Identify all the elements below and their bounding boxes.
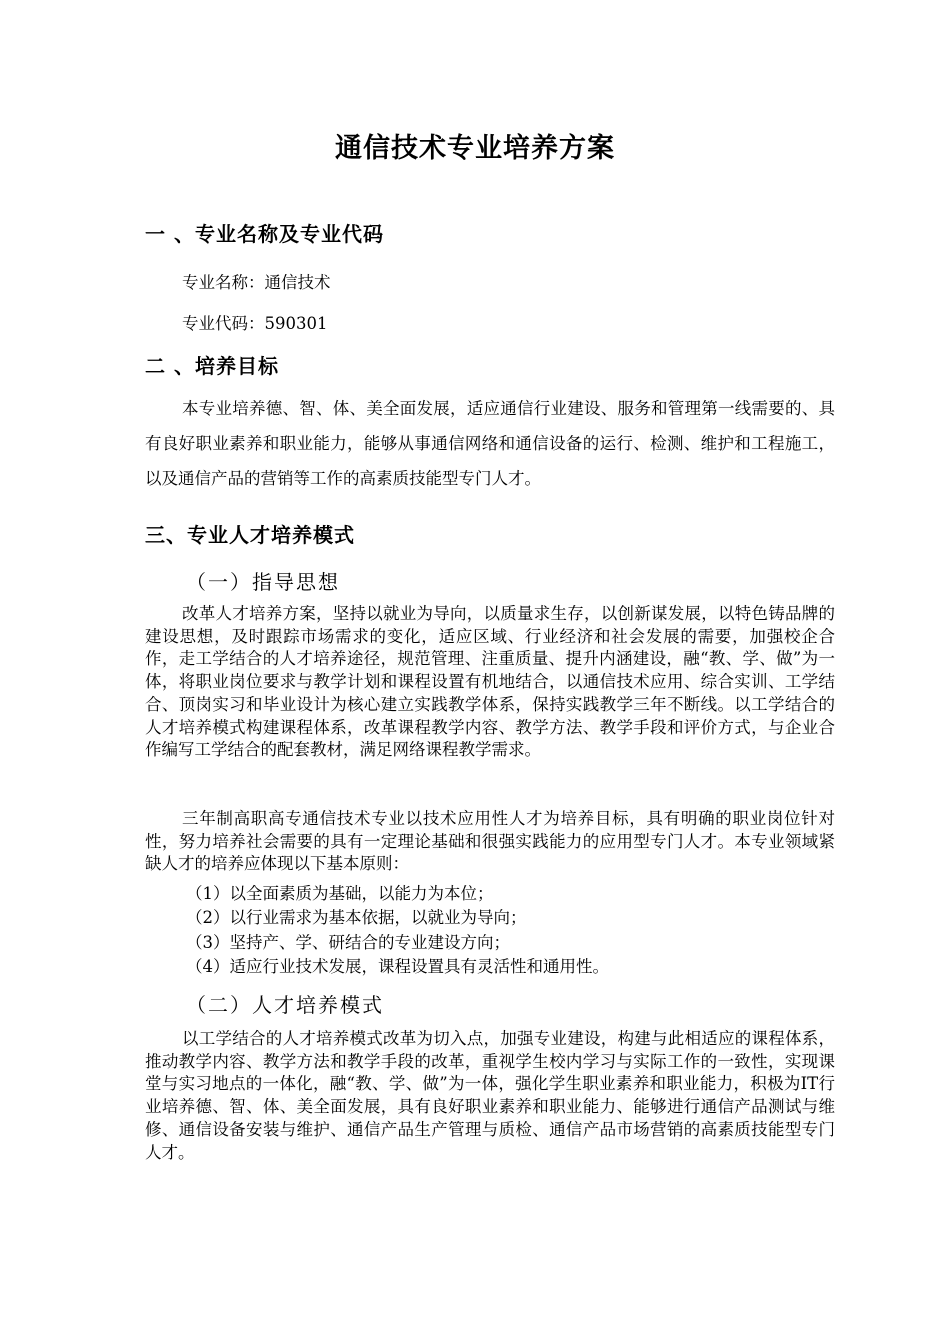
major-code-line: 专业代码：590301 xyxy=(182,314,328,333)
section-2-heading: 二 、培养目标 xyxy=(145,354,279,378)
principle-item-2: （2）以行业需求为基本依据，以就业为导向； xyxy=(186,908,527,927)
subsection-1-heading: （一）指导思想 xyxy=(186,570,340,594)
subsection-1-paragraph-2: 三年制高职高专通信技术专业以技术应用性人才为培养目标，具有明确的职业岗位针对性，努力培养社会需要的具有一定理论基础和很强实践能力的应用型专门人才。本专业领域紧缺人才的培养应体现以下基本原则： xyxy=(145,809,835,874)
section-1-heading: 一 、专业名称及专业代码 xyxy=(145,222,384,246)
principle-item-4: （4）适应行业技术发展，课程设置具有灵活性和通用性。 xyxy=(186,957,609,976)
section-2-body: 本专业培养德、智、体、美全面发展，适应通信行业建设、服务和管理第一线需要的、具有良好职业素养和职业能力，能够从事通信网络和通信设备的运行、检测、维护和工程施工，以及通信产品的营销等工作的高素质技能型专门人才。 xyxy=(145,399,835,488)
subsection-1-paragraph-1: 改革人才培养方案，坚持以就业为导向，以质量求生存，以创新谋发展，以特色铸品牌的建设思想，及时跟踪市场需求的变化，适应区域、行业经济和社会发展的需要，加强校企合作，走工学结合的人才培养途径，规范管理、注重质量、提升内涵建设，融“教、学、做”为一体，将职业岗位要求与教学计划和课程设置有机地结合，以通信技术应用、综合实训、工学结合、顶岗实习和毕业设计为核心建立实践教学体系，保持实践教学三年不断线。以工学结合的人才培养模式构建课程体系，改革课程教学内容、教学方法、教学手段和评价方式，与企业合作编写工学结合的配套教材，满足网络课程教学需求。 xyxy=(145,604,835,760)
principle-item-3: （3）坚持产、学、研结合的专业建设方向； xyxy=(186,933,510,952)
document-title: 通信技术专业培养方案 xyxy=(335,133,615,164)
section-3-heading: 三、专业人才培养模式 xyxy=(145,523,355,547)
major-name-line: 专业名称：通信技术 xyxy=(182,273,331,292)
principle-item-1: （1）以全面素质为基础，以能力为本位； xyxy=(186,884,494,903)
subsection-2-paragraph-1: 以工学结合的人才培养模式改革为切入点，加强专业建设，构建与此相适应的课程体系，推动教学内容、教学方法和教学手段的改革，重视学生校内学习与实际工作的一致性，实现课堂与实习地点的一体化，融“教、学、做”为一体，强化学生职业素养和职业能力，积极为IT行业培养德、智、体、美全面发展，具有良好职业素养和职业能力、能够进行通信产品测试与维修、通信设备安装与维护、通信产品生产管理与质检、通信产品市场营销的高素质技能型专门人才。 xyxy=(145,1029,835,1162)
subsection-2-heading: （二）人才培养模式 xyxy=(186,993,384,1017)
